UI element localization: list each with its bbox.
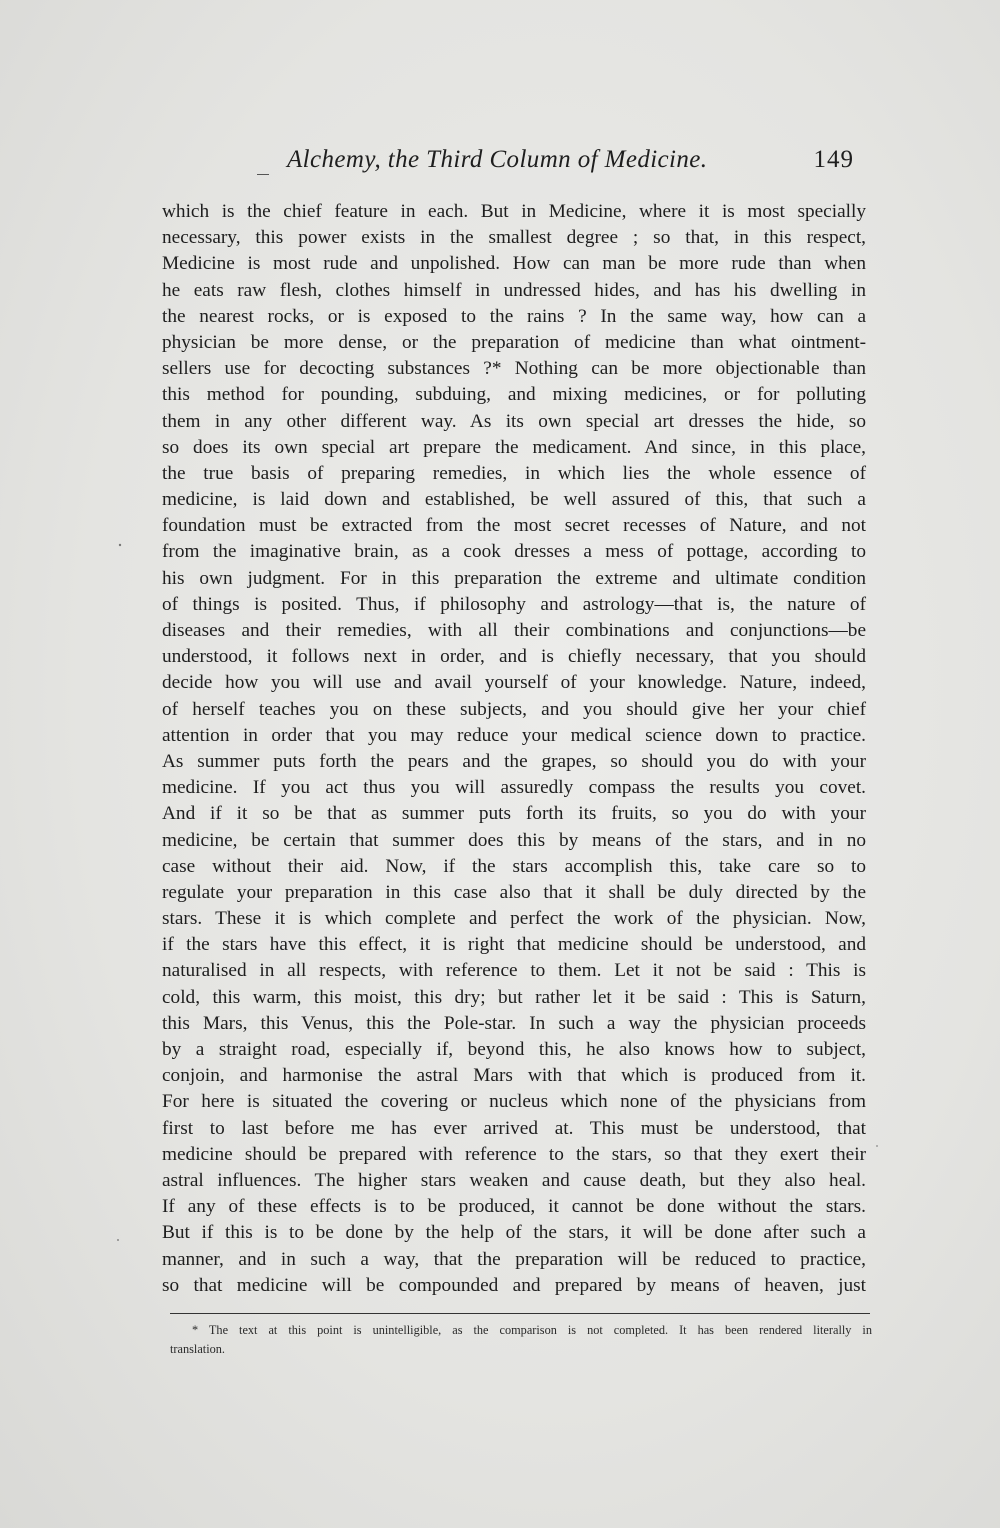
text-line: his own judgment. For in this preparation the extreme and ultimate condition: [162, 567, 866, 589]
text-line: If any of these effects is to be produced, it cannot be done without the stars.: [162, 1196, 866, 1218]
running-head: [160, 146, 860, 186]
footnote-line: translation.: [170, 1342, 225, 1356]
text-line: so does its own special art prepare the medicament. And since, in this place,: [162, 436, 866, 458]
footnote-line: * The text at this point is unintelligible, as the comparison is not completed. It has been rendered literally in: [192, 1323, 872, 1337]
text-line: stars. These it is which complete and perfect the work of the physician. Now,: [162, 908, 866, 930]
text-line: which is the chief feature in each. But in Medicine, where it is most specially: [162, 201, 866, 222]
text-line: astral influences. The higher stars weaken and cause death, but they also heal.: [162, 1169, 866, 1191]
text-line: this method for pounding, subduing, and mixing medicines, or for polluting: [162, 384, 866, 406]
text-line: understood, it follows next in order, and is chiefly necessary, that you should: [162, 646, 866, 668]
text-line: foundation must be extracted from the most secret recesses of Nature, and not: [162, 515, 866, 537]
text-line: of things is posited. Thus, if philosophy and astrology—that is, the nature of: [162, 593, 866, 615]
text-line: As summer puts forth the pears and the grapes, so should you do with your: [162, 750, 866, 772]
text-line: them in any other different way. As its own special art dresses the hide, so: [162, 410, 866, 432]
text-line: diseases and their remedies, with all their combinations and conjunctions—be: [162, 620, 866, 641]
text-line: decide how you will use and avail yourself of your knowledge. Nature, indeed,: [162, 672, 866, 694]
text-line: medicine should be prepared with reference to the stars, so that they exert their: [162, 1143, 866, 1165]
chapter-title: Alchemy, the Third Column of Medicine.: [287, 146, 708, 173]
text-line: attention in order that you may reduce your medical science down to practice.: [162, 724, 866, 746]
text-line: so that medicine will be compounded and prepared by means of heaven, just: [162, 1274, 866, 1296]
text-line: conjoin, and harmonise the astral Mars with that which is produced from it.: [162, 1065, 866, 1087]
footnote: [170, 1321, 872, 1359]
text-line: regulate your preparation in this case also that it shall be duly directed by the: [162, 881, 866, 903]
text-line: sellers use for decocting substances ?* Nothing can be more objectionable than: [162, 358, 866, 380]
text-line: he eats raw flesh, clothes himself in undressed hides, and has his dwelling in: [162, 279, 866, 301]
text-line: physician be more dense, or the preparation of medicine than what ointment-: [162, 331, 866, 353]
text-line: cold, this warm, this moist, this dry; but rather let it be said : This is Saturn,: [162, 986, 866, 1008]
header-dash: [257, 174, 269, 175]
page-number: 149: [813, 146, 854, 173]
text-line: first to last before me has ever arrived at. This must be understood, that: [162, 1117, 866, 1139]
text-line: case without their aid. Now, if the stars accomplish this, take care so to: [162, 855, 866, 877]
text-line: by a straight road, especially if, beyond this, he also knows how to subject,: [162, 1039, 866, 1060]
text-line: Medicine is most rude and unpolished. How can man be more rude than when: [162, 253, 866, 275]
text-line: medicine. If you act thus you will assuredly compass the results you covet.: [162, 777, 866, 799]
text-line: the nearest rocks, or is exposed to the rains ? In the same way, how can a: [162, 305, 866, 327]
text-line: manner, and in such a way, that the preparation will be reduced to practice,: [162, 1248, 866, 1270]
text-line: medicine, is laid down and established, be well assured of this, that such a: [162, 489, 866, 511]
text-line: from the imaginative brain, as a cook dresses a mess of pottage, according to: [162, 541, 866, 563]
text-line: But if this is to be done by the help of the stars, it will be done after such a: [162, 1222, 866, 1244]
text-line: if the stars have this effect, it is right that medicine should be understood, and: [162, 934, 866, 956]
text-line: And if it so be that as summer puts forth its fruits, so you do with your: [162, 803, 866, 825]
text-line: of herself teaches you on these subjects, and you should give her your chief: [162, 698, 866, 720]
text-line: this Mars, this Venus, this the Pole-star. In such a way the physician proceeds: [162, 1012, 866, 1034]
footnote-rule: [170, 1313, 870, 1314]
body-text: [162, 199, 866, 1299]
text-line: medicine, be certain that summer does this by means of the stars, and in no: [162, 829, 866, 851]
text-line: For here is situated the covering or nucleus which none of the physicians from: [162, 1091, 866, 1113]
text-line: naturalised in all respects, with reference to them. Let it not be said : This is: [162, 960, 866, 982]
text-line: the true basis of preparing remedies, in which lies the whole essence of: [162, 462, 866, 484]
text-line: necessary, this power exists in the smallest degree ; so that, in this respect,: [162, 227, 866, 249]
